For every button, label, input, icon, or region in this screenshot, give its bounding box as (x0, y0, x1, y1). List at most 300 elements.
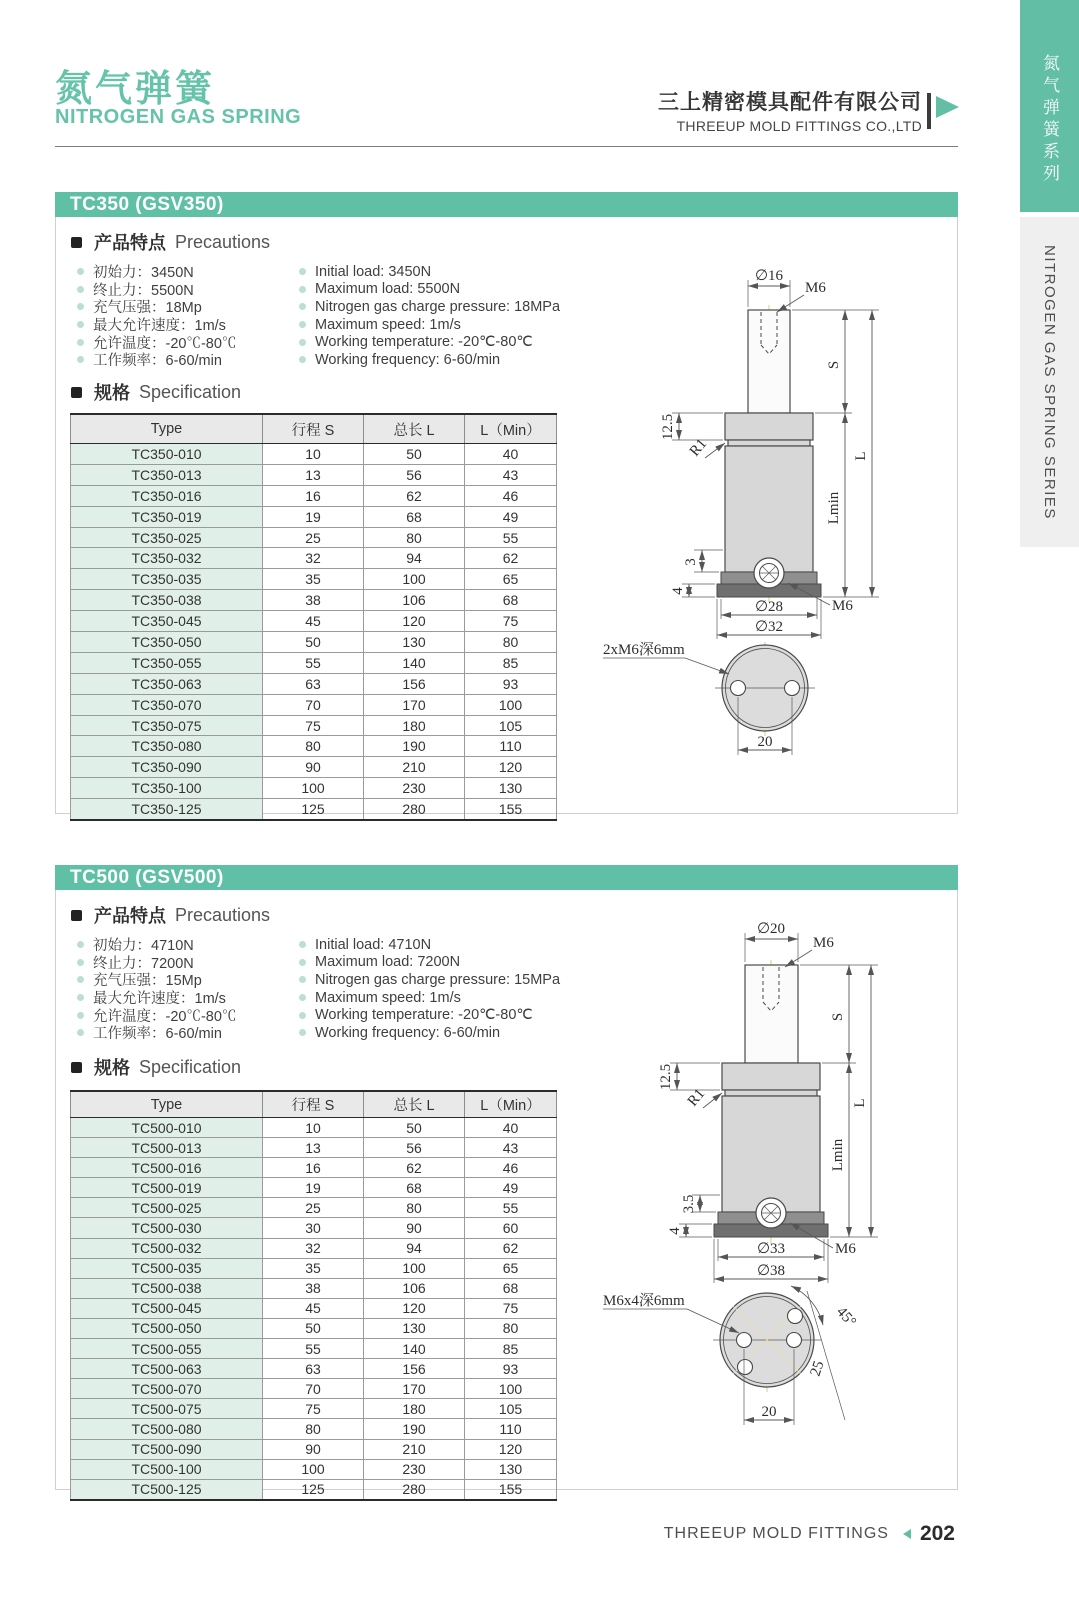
cell-value: 35 (263, 1258, 364, 1278)
cell-value: 68 (364, 1178, 465, 1198)
dim-hole-spacing: 20 (761, 1404, 777, 1420)
cell-value: 32 (263, 1238, 364, 1258)
cell-value: 120 (364, 611, 465, 632)
spec-table-row (71, 590, 557, 611)
cell-type: TC350-090 (71, 757, 263, 778)
cell-value: 19 (263, 1178, 364, 1198)
dim-stroke: S (826, 360, 842, 370)
cell-value: 62 (364, 1158, 465, 1178)
spec-table-row (71, 1118, 557, 1138)
spec-table-row (71, 652, 557, 673)
cell-value: 80 (465, 632, 557, 653)
feature-item (295, 971, 560, 989)
dim-ring-height: 3 (683, 558, 699, 566)
features-heading (71, 232, 270, 252)
cell-value: 80 (364, 527, 465, 548)
dim-base-thread: M6 (835, 1241, 856, 1257)
bullet-dot-icon (299, 286, 306, 293)
bullet-dot-icon (299, 1029, 306, 1036)
cell-value: 130 (364, 632, 465, 653)
feature-item (295, 298, 560, 316)
cell-value: 120 (465, 757, 557, 778)
cell-value: 280 (364, 1479, 465, 1500)
feature-text: Working temperature: -20℃-80℃ (315, 334, 533, 351)
bullet-dot-icon (299, 941, 306, 948)
cell-type: TC350-055 (71, 652, 263, 673)
feature-item (295, 333, 560, 351)
company-name-cn: 三上精密模具配件有限公司 (658, 91, 922, 114)
feature-text: Nitrogen gas charge pressure: 15MPa (315, 971, 561, 988)
col-header-lmin: L（Min） (465, 414, 557, 444)
cell-type: TC500-013 (71, 1138, 263, 1158)
cell-type: TC350-075 (71, 715, 263, 736)
cell-value: 62 (465, 548, 557, 569)
cell-value: 210 (364, 757, 465, 778)
cylinder-body (725, 446, 813, 572)
feature-text: Initial load: 4710N (315, 936, 432, 953)
cell-value: 210 (364, 1439, 465, 1459)
dim-lmin: Lmin (826, 491, 842, 525)
cell-value: 25 (263, 527, 364, 548)
spec-table-row (71, 1138, 557, 1158)
spec-table-row (71, 1278, 557, 1298)
feature-text: 初始力：3450N (93, 265, 194, 282)
dim-ring-height: 3.5 (681, 1194, 697, 1214)
spec-table-header-row (71, 414, 557, 444)
bullet-dot-icon (77, 1012, 84, 1019)
feature-text: Working frequency: 6-60/min (315, 351, 501, 368)
features-list-en (295, 263, 560, 369)
feature-item (295, 954, 560, 972)
cell-value: 46 (465, 485, 557, 506)
spec-table-row (71, 1439, 557, 1459)
feature-text: 允许温度：-20℃-80℃ (93, 1008, 237, 1025)
cell-value: 85 (465, 1339, 557, 1359)
spec-table-row (71, 736, 557, 757)
feature-text: 初始力：4710N (93, 938, 194, 955)
footer-brand: THREEUP MOLD FITTINGS (663, 1525, 889, 1542)
cell-value: 94 (364, 548, 465, 569)
tc350-technical-drawing (595, 250, 975, 770)
dim-cap-height: 12.5 (658, 1063, 674, 1091)
dim-fillet: R1 (686, 435, 711, 460)
cell-value: 156 (364, 1359, 465, 1379)
bullet-dot-icon (77, 994, 84, 1001)
page-footer (664, 1522, 955, 1546)
cell-value: 170 (364, 1379, 465, 1399)
dim-diag-spacing: 25 (807, 1359, 828, 1379)
cell-value: 155 (465, 799, 557, 820)
feature-text: Working frequency: 6-60/min (315, 1024, 501, 1041)
cell-type: TC500-063 (71, 1359, 263, 1379)
cell-value: 120 (364, 1298, 465, 1318)
tc500-technical-drawing (595, 905, 975, 1480)
piston-rod (745, 965, 798, 1063)
cell-type: TC350-080 (71, 736, 263, 757)
cell-value: 50 (364, 1118, 465, 1138)
features-heading-cn: 产品特点 (94, 233, 166, 253)
bottom-note: M6x4深6mm (603, 1293, 685, 1309)
cell-type: TC350-025 (71, 527, 263, 548)
cell-value: 65 (465, 1258, 557, 1278)
cell-value: 100 (364, 1258, 465, 1278)
square-bullet-icon (71, 237, 82, 248)
cell-value: 93 (465, 1359, 557, 1379)
spec-table-row (71, 485, 557, 506)
cell-value: 13 (263, 1138, 364, 1158)
cell-type: TC500-032 (71, 1238, 263, 1258)
cell-value: 90 (263, 1439, 364, 1459)
cell-value: 32 (263, 548, 364, 569)
col-header-stroke: 行程 S (263, 414, 364, 444)
spec-table-row (71, 694, 557, 715)
piston-rod (748, 310, 790, 413)
section-banner: TC500 (GSV500) (55, 865, 958, 890)
feature-text: 允许温度：-20℃-80℃ (93, 335, 237, 352)
cell-type: TC500-090 (71, 1439, 263, 1459)
cell-value: 49 (465, 506, 557, 527)
features-list-cn (73, 263, 236, 369)
cell-type: TC350-063 (71, 673, 263, 694)
cell-value: 106 (364, 1278, 465, 1298)
spec-table-row (71, 757, 557, 778)
cell-value: 190 (364, 736, 465, 757)
square-bullet-icon (71, 910, 82, 921)
mount-hole (737, 1333, 752, 1348)
spec-table-row (71, 527, 557, 548)
col-header-stroke: 行程 S (263, 1091, 364, 1118)
cell-value: 55 (465, 527, 557, 548)
cell-type: TC350-070 (71, 694, 263, 715)
cell-value: 125 (263, 799, 364, 820)
spec-table-row (71, 464, 557, 485)
cell-value: 38 (263, 590, 364, 611)
spec-heading (71, 1057, 241, 1077)
cell-value: 75 (263, 715, 364, 736)
brand-divider-bar (927, 93, 931, 129)
cell-type: TC350-013 (71, 464, 263, 485)
feature-item (295, 936, 560, 954)
cell-value: 230 (364, 1459, 465, 1479)
spec-heading (71, 382, 241, 402)
brand-arrow-icon (936, 96, 959, 118)
cell-value: 63 (263, 673, 364, 694)
bullet-dot-icon (77, 303, 84, 310)
cell-value: 56 (364, 464, 465, 485)
cell-value: 46 (465, 1158, 557, 1178)
cell-value: 140 (364, 652, 465, 673)
cell-value: 16 (263, 485, 364, 506)
cell-type: TC500-125 (71, 1479, 263, 1500)
spec-table-header-row (71, 1091, 557, 1118)
dim-base-thread: M6 (832, 598, 853, 614)
cell-value: 10 (263, 1118, 364, 1138)
cell-type: TC350-032 (71, 548, 263, 569)
cell-value: 70 (263, 1379, 364, 1399)
spec-table (70, 413, 557, 821)
company-name-en: THREEUP MOLD FITTINGS CO.,LTD (676, 118, 922, 134)
cell-value: 110 (465, 1419, 557, 1439)
bullet-dot-icon (299, 303, 306, 310)
cell-type: TC500-050 (71, 1318, 263, 1338)
cell-value: 100 (263, 778, 364, 799)
feature-item (295, 281, 560, 299)
bullet-dot-icon (299, 959, 306, 966)
cell-value: 125 (263, 1479, 364, 1500)
mount-hole (788, 1309, 803, 1324)
spec-table-row (71, 1379, 557, 1399)
spec-table-row (71, 1399, 557, 1419)
spec-table-row (71, 569, 557, 590)
cell-value: 170 (364, 694, 465, 715)
feature-item (295, 989, 560, 1007)
cell-value: 43 (465, 464, 557, 485)
cell-value: 50 (263, 1318, 364, 1338)
feature-text: 终止力：7200N (93, 955, 194, 972)
cell-value: 10 (263, 444, 364, 465)
bullet-dot-icon (299, 321, 306, 328)
cell-value: 49 (465, 1178, 557, 1198)
bullet-dot-icon (77, 356, 84, 363)
cell-value: 85 (465, 652, 557, 673)
cell-value: 90 (364, 1218, 465, 1238)
spec-table-row (71, 1258, 557, 1278)
bullet-dot-icon (299, 1012, 306, 1019)
feature-text: Maximum speed: 1m/s (315, 316, 461, 333)
cell-value: 25 (263, 1198, 364, 1218)
cell-value: 68 (364, 506, 465, 527)
col-header-length: 总长 L (364, 1091, 465, 1118)
bullet-dot-icon (77, 268, 84, 275)
feature-text: Working temperature: -20℃-80℃ (315, 1007, 533, 1024)
bullet-dot-icon (77, 959, 84, 966)
cell-type: TC350-045 (71, 611, 263, 632)
dim-total-length: L (853, 451, 869, 461)
spec-table-row (71, 611, 557, 632)
cell-value: 280 (364, 799, 465, 820)
cell-value: 90 (263, 757, 364, 778)
cell-value: 63 (263, 1359, 364, 1379)
cell-value: 38 (263, 1278, 364, 1298)
col-header-lmin: L（Min） (465, 1091, 557, 1118)
cell-value: 40 (465, 444, 557, 465)
cell-value: 68 (465, 1278, 557, 1298)
cell-value: 55 (263, 1339, 364, 1359)
feature-item (295, 351, 560, 369)
cell-value: 75 (465, 611, 557, 632)
cell-value: 130 (364, 1318, 465, 1338)
cell-value: 55 (263, 652, 364, 673)
footer-arrow-icon (903, 1529, 911, 1539)
mount-hole (787, 1333, 802, 1348)
spec-table-row (71, 1218, 557, 1238)
cell-value: 65 (465, 569, 557, 590)
bullet-dot-icon (77, 941, 84, 948)
spec-table-row (71, 1178, 557, 1198)
feature-text: 最大允许速度：1m/s (93, 318, 226, 335)
col-header-length: 总长 L (364, 414, 465, 444)
feature-text: 充气压强：18Mp (93, 300, 202, 317)
cylinder-body (722, 1096, 820, 1212)
spec-table-row (71, 1158, 557, 1178)
bullet-dot-icon (299, 268, 306, 275)
cell-type: TC500-055 (71, 1339, 263, 1359)
feature-item (295, 263, 560, 281)
features-heading-en: Precautions (175, 904, 271, 925)
cell-type: TC350-016 (71, 485, 263, 506)
cell-value: 62 (465, 1238, 557, 1258)
company-block (658, 86, 922, 134)
cell-value: 43 (465, 1138, 557, 1158)
spec-table-row (71, 548, 557, 569)
dim-rod-thread: M6 (805, 280, 826, 296)
spec-table-row (71, 1198, 557, 1218)
spec-table-row (71, 673, 557, 694)
section-banner: TC350 (GSV350) (55, 192, 958, 217)
cell-type: TC500-016 (71, 1158, 263, 1178)
cell-value: 230 (364, 778, 465, 799)
cell-value: 100 (263, 1459, 364, 1479)
spec-table-row (71, 632, 557, 653)
cell-value: 190 (364, 1419, 465, 1439)
features-heading (71, 905, 270, 925)
cell-value: 130 (465, 778, 557, 799)
cell-value: 80 (263, 736, 364, 757)
feature-text: 充气压强：15Mp (93, 973, 202, 990)
spec-table-row (71, 1459, 557, 1479)
cell-type: TC500-019 (71, 1178, 263, 1198)
cell-value: 180 (364, 1399, 465, 1419)
dim-lmin: Lmin (830, 1138, 846, 1172)
cylinder-cap (725, 413, 813, 440)
spec-heading-cn: 规格 (94, 383, 130, 403)
cell-value: 19 (263, 506, 364, 527)
bullet-dot-icon (299, 976, 306, 983)
cell-value: 140 (364, 1339, 465, 1359)
cell-value: 55 (465, 1198, 557, 1218)
feature-text: 工作频率：6-60/min (93, 1026, 222, 1043)
feature-text: Maximum load: 5500N (315, 281, 461, 298)
cell-value: 35 (263, 569, 364, 590)
feature-item (73, 1024, 236, 1042)
cell-value: 13 (263, 464, 364, 485)
bottom-note: 2xM6深6mm (603, 642, 685, 658)
cell-value: 75 (263, 1399, 364, 1419)
spec-table-row (71, 1339, 557, 1359)
mount-hole (731, 681, 746, 696)
groove (725, 1090, 817, 1096)
bullet-dot-icon (77, 339, 84, 346)
dim-base-dia: ∅38 (756, 1263, 786, 1279)
cell-value: 80 (364, 1198, 465, 1218)
dim-base-dia: ∅32 (754, 619, 784, 635)
spec-table-row (71, 1479, 557, 1500)
sidebar-series-cn: 氮气弹簧系列 (1040, 54, 1059, 186)
dim-rod-dia: ∅20 (756, 921, 786, 937)
feature-item (295, 316, 560, 334)
dim-fillet: R1 (684, 1085, 709, 1110)
mount-hole (785, 681, 800, 696)
spec-table-row (71, 1359, 557, 1379)
cell-value: 50 (364, 444, 465, 465)
dim-total-length: L (852, 1098, 868, 1108)
cell-value: 68 (465, 590, 557, 611)
col-header-type: Type (71, 1091, 263, 1118)
cell-value: 50 (263, 632, 364, 653)
dim-cap-height: 12.5 (660, 413, 676, 441)
cell-value: 100 (465, 1379, 557, 1399)
bullet-dot-icon (77, 1029, 84, 1036)
feature-text: 最大允许速度：1m/s (93, 991, 226, 1008)
features-list-cn (73, 936, 236, 1042)
cell-type: TC350-125 (71, 799, 263, 820)
cell-value: 70 (263, 694, 364, 715)
page-title-en: NITROGEN GAS SPRING (55, 106, 302, 128)
features-heading-cn: 产品特点 (94, 906, 166, 926)
cell-value: 45 (263, 611, 364, 632)
feature-item (73, 351, 236, 369)
sidebar-series-en: NITROGEN GAS SPRING SERIES (1041, 244, 1058, 520)
cell-value: 80 (263, 1419, 364, 1439)
bullet-dot-icon (299, 356, 306, 363)
cell-value: 106 (364, 590, 465, 611)
cell-value: 62 (364, 485, 465, 506)
dim-flange-dia: ∅33 (756, 1241, 786, 1257)
cell-type: TC500-025 (71, 1198, 263, 1218)
dim-rod-thread: M6 (813, 935, 834, 951)
section-tc350 (55, 192, 958, 818)
features-list-en (295, 936, 560, 1042)
mount-hole (738, 1360, 753, 1375)
cell-type: TC500-075 (71, 1399, 263, 1419)
bullet-dot-icon (77, 976, 84, 983)
sidebar-series-strip (1020, 217, 1079, 547)
bullet-dot-icon (299, 994, 306, 1001)
cell-value: 80 (465, 1318, 557, 1338)
spec-table-row (71, 1238, 557, 1258)
square-bullet-icon (71, 1062, 82, 1073)
feature-text: Nitrogen gas charge pressure: 18MPa (315, 298, 561, 315)
bullet-dot-icon (77, 286, 84, 293)
spec-table-row (71, 444, 557, 465)
spec-table-row (71, 1419, 557, 1439)
cell-value: 120 (465, 1439, 557, 1459)
bullet-dot-icon (77, 321, 84, 328)
dim-angle: 45° (833, 1303, 859, 1331)
cell-value: 94 (364, 1238, 465, 1258)
cell-value: 30 (263, 1218, 364, 1238)
spec-table-row (71, 715, 557, 736)
page-title-cn: 氮气弹簧 (55, 68, 215, 109)
cell-value: 93 (465, 673, 557, 694)
cell-type: TC350-010 (71, 444, 263, 465)
spec-heading-en: Specification (139, 1056, 242, 1077)
cell-type: TC350-035 (71, 569, 263, 590)
header-rule (55, 146, 958, 147)
feature-text: 终止力：5500N (93, 282, 194, 299)
footer-page-number: 202 (919, 1522, 955, 1545)
cell-value: 75 (465, 1298, 557, 1318)
spec-table-row (71, 778, 557, 799)
cell-value: 155 (465, 1479, 557, 1500)
features-heading-en: Precautions (175, 231, 271, 252)
bullet-dot-icon (299, 339, 306, 346)
dim-base-height: 4 (670, 587, 686, 595)
dim-rod-dia: ∅16 (754, 268, 784, 284)
cell-value: 100 (465, 694, 557, 715)
cell-type: TC500-070 (71, 1379, 263, 1399)
dim-flange-dia: ∅28 (754, 599, 784, 615)
